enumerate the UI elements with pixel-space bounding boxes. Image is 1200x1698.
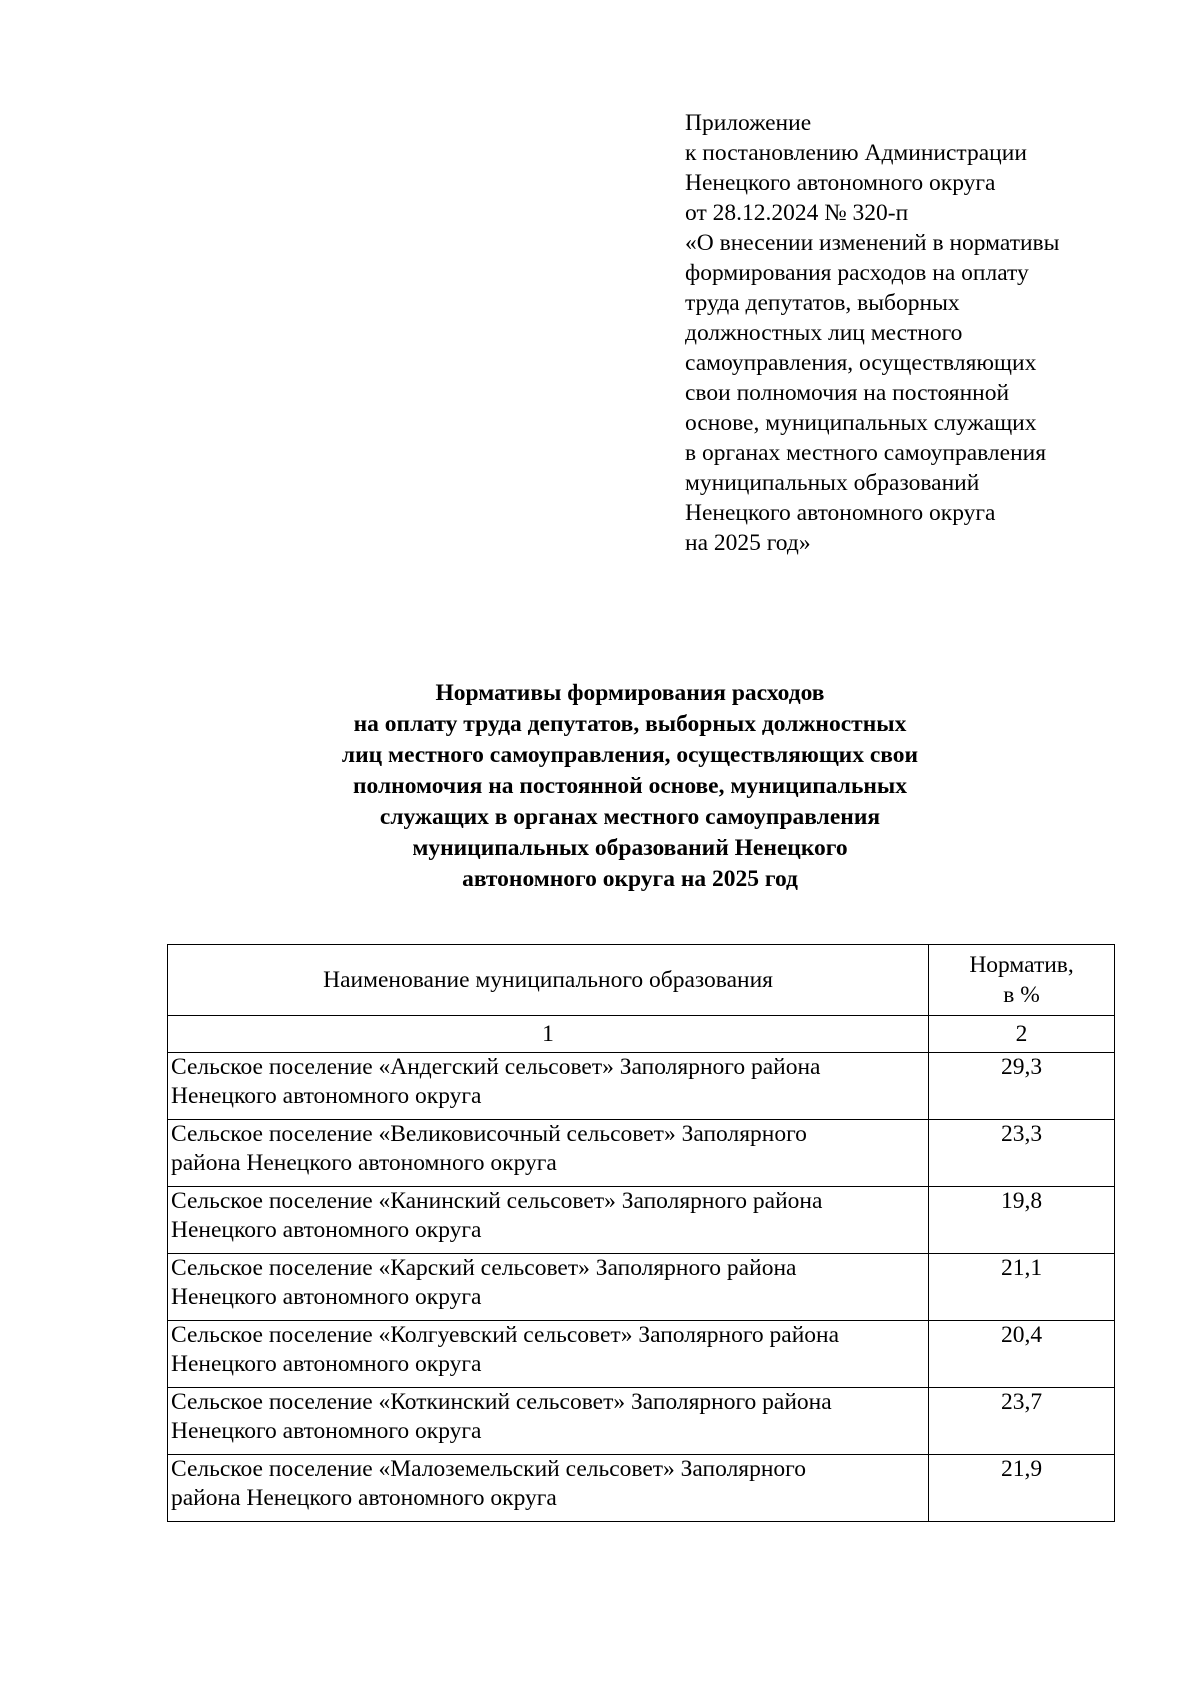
- appendix-line: муниципальных образований: [685, 470, 980, 496]
- norm-value-cell: 23,3: [929, 1120, 1115, 1187]
- table-row: [168, 1053, 1115, 1120]
- header-norm-line1: Норматив,: [969, 952, 1074, 978]
- appendix-line: труда депутатов, выборных: [685, 290, 960, 316]
- appendix-line: к постановлению Администрации: [685, 140, 1027, 166]
- norm-value-cell: 29,3: [929, 1053, 1115, 1120]
- appendix-line: свои полномочия на постоянной: [685, 380, 1010, 406]
- title-line: лиц местного самоуправления, осуществляющих свои: [341, 742, 919, 768]
- municipality-name-line: Сельское поселение «Андегский сельсовет» Заполярного района: [171, 1054, 821, 1080]
- appendix-line: Приложение: [685, 110, 812, 136]
- header-norm-line2: в %: [1003, 982, 1040, 1008]
- municipality-name-line: Сельское поселение «Канинский сельсовет» Заполярного района: [171, 1188, 823, 1214]
- municipality-name-line: района Ненецкого автономного округа: [171, 1485, 557, 1511]
- table-row: [168, 1120, 1115, 1187]
- column-number-row: [168, 1016, 1115, 1053]
- municipality-name-line: Ненецкого автономного округа: [171, 1217, 482, 1243]
- appendix-line: Ненецкого автономного округа: [685, 500, 996, 526]
- municipality-name-line: Сельское поселение «Коткинский сельсовет» Заполярного района: [171, 1389, 832, 1415]
- column-number: 1: [168, 1016, 929, 1053]
- title-line: служащих в органах местного самоуправления: [379, 804, 881, 830]
- municipality-name-line: Ненецкого автономного округа: [171, 1083, 482, 1109]
- appendix-line: «О внесении изменений в нормативы: [685, 230, 1060, 256]
- header-norm: [929, 945, 1115, 1016]
- municipality-name-cell: [168, 1254, 929, 1321]
- title-line: Нормативы формирования расходов: [435, 680, 825, 706]
- appendix-line: в органах местного самоуправления: [685, 440, 1047, 466]
- title-line: автономного округа на 2025 год: [462, 866, 798, 892]
- table-row: [168, 1388, 1115, 1455]
- title-line: на оплату труда депутатов, выборных должностных: [353, 711, 907, 737]
- appendix-line: должностных лиц местного: [685, 320, 963, 346]
- column-number: 2: [929, 1016, 1115, 1053]
- appendix-line: Ненецкого автономного округа: [685, 170, 996, 196]
- municipality-name-cell: [168, 1455, 929, 1522]
- municipality-name-line: Ненецкого автономного округа: [171, 1418, 482, 1444]
- norm-value-cell: 20,4: [929, 1321, 1115, 1388]
- municipality-name-line: Сельское поселение «Малоземельский сельсовет» Заполярного: [171, 1456, 806, 1482]
- municipality-name-cell: [168, 1120, 929, 1187]
- norm-value-cell: 23,7: [929, 1388, 1115, 1455]
- municipality-name-line: Сельское поселение «Карский сельсовет» Заполярного района: [171, 1255, 797, 1281]
- appendix-line: основе, муниципальных служащих: [685, 410, 1037, 436]
- municipality-name-cell: [168, 1321, 929, 1388]
- norm-value-cell: 21,1: [929, 1254, 1115, 1321]
- norms-table: [167, 944, 1115, 1522]
- appendix-line: самоуправления, осуществляющих: [685, 350, 1037, 376]
- document-title: [200, 678, 1060, 895]
- appendix-line: формирования расходов на оплату: [685, 260, 1029, 286]
- header-municipality-name: Наименование муниципального образования: [168, 945, 929, 1016]
- table-header-row: [168, 945, 1115, 1016]
- table-row: [168, 1455, 1115, 1522]
- municipality-name-line: Ненецкого автономного округа: [171, 1284, 482, 1310]
- title-line: муниципальных образований Ненецкого: [412, 835, 848, 861]
- municipality-name-cell: [168, 1388, 929, 1455]
- municipality-name-line: района Ненецкого автономного округа: [171, 1150, 557, 1176]
- norm-value-cell: 21,9: [929, 1455, 1115, 1522]
- municipality-name-line: Сельское поселение «Колгуевский сельсовет» Заполярного района: [171, 1322, 840, 1348]
- municipality-name-cell: [168, 1053, 929, 1120]
- municipality-name-line: Сельское поселение «Великовисочный сельсовет» Заполярного: [171, 1121, 807, 1147]
- appendix-line: на 2025 год»: [685, 530, 811, 556]
- table-row: [168, 1321, 1115, 1388]
- title-line: полномочия на постоянной основе, муниципальных: [352, 773, 908, 799]
- appendix-block: [685, 108, 1165, 558]
- appendix-line: от 28.12.2024 № 320-п: [685, 200, 909, 226]
- table-row: [168, 1187, 1115, 1254]
- table-row: [168, 1254, 1115, 1321]
- municipality-name-line: Ненецкого автономного округа: [171, 1351, 482, 1377]
- norm-value-cell: 19,8: [929, 1187, 1115, 1254]
- municipality-name-cell: [168, 1187, 929, 1254]
